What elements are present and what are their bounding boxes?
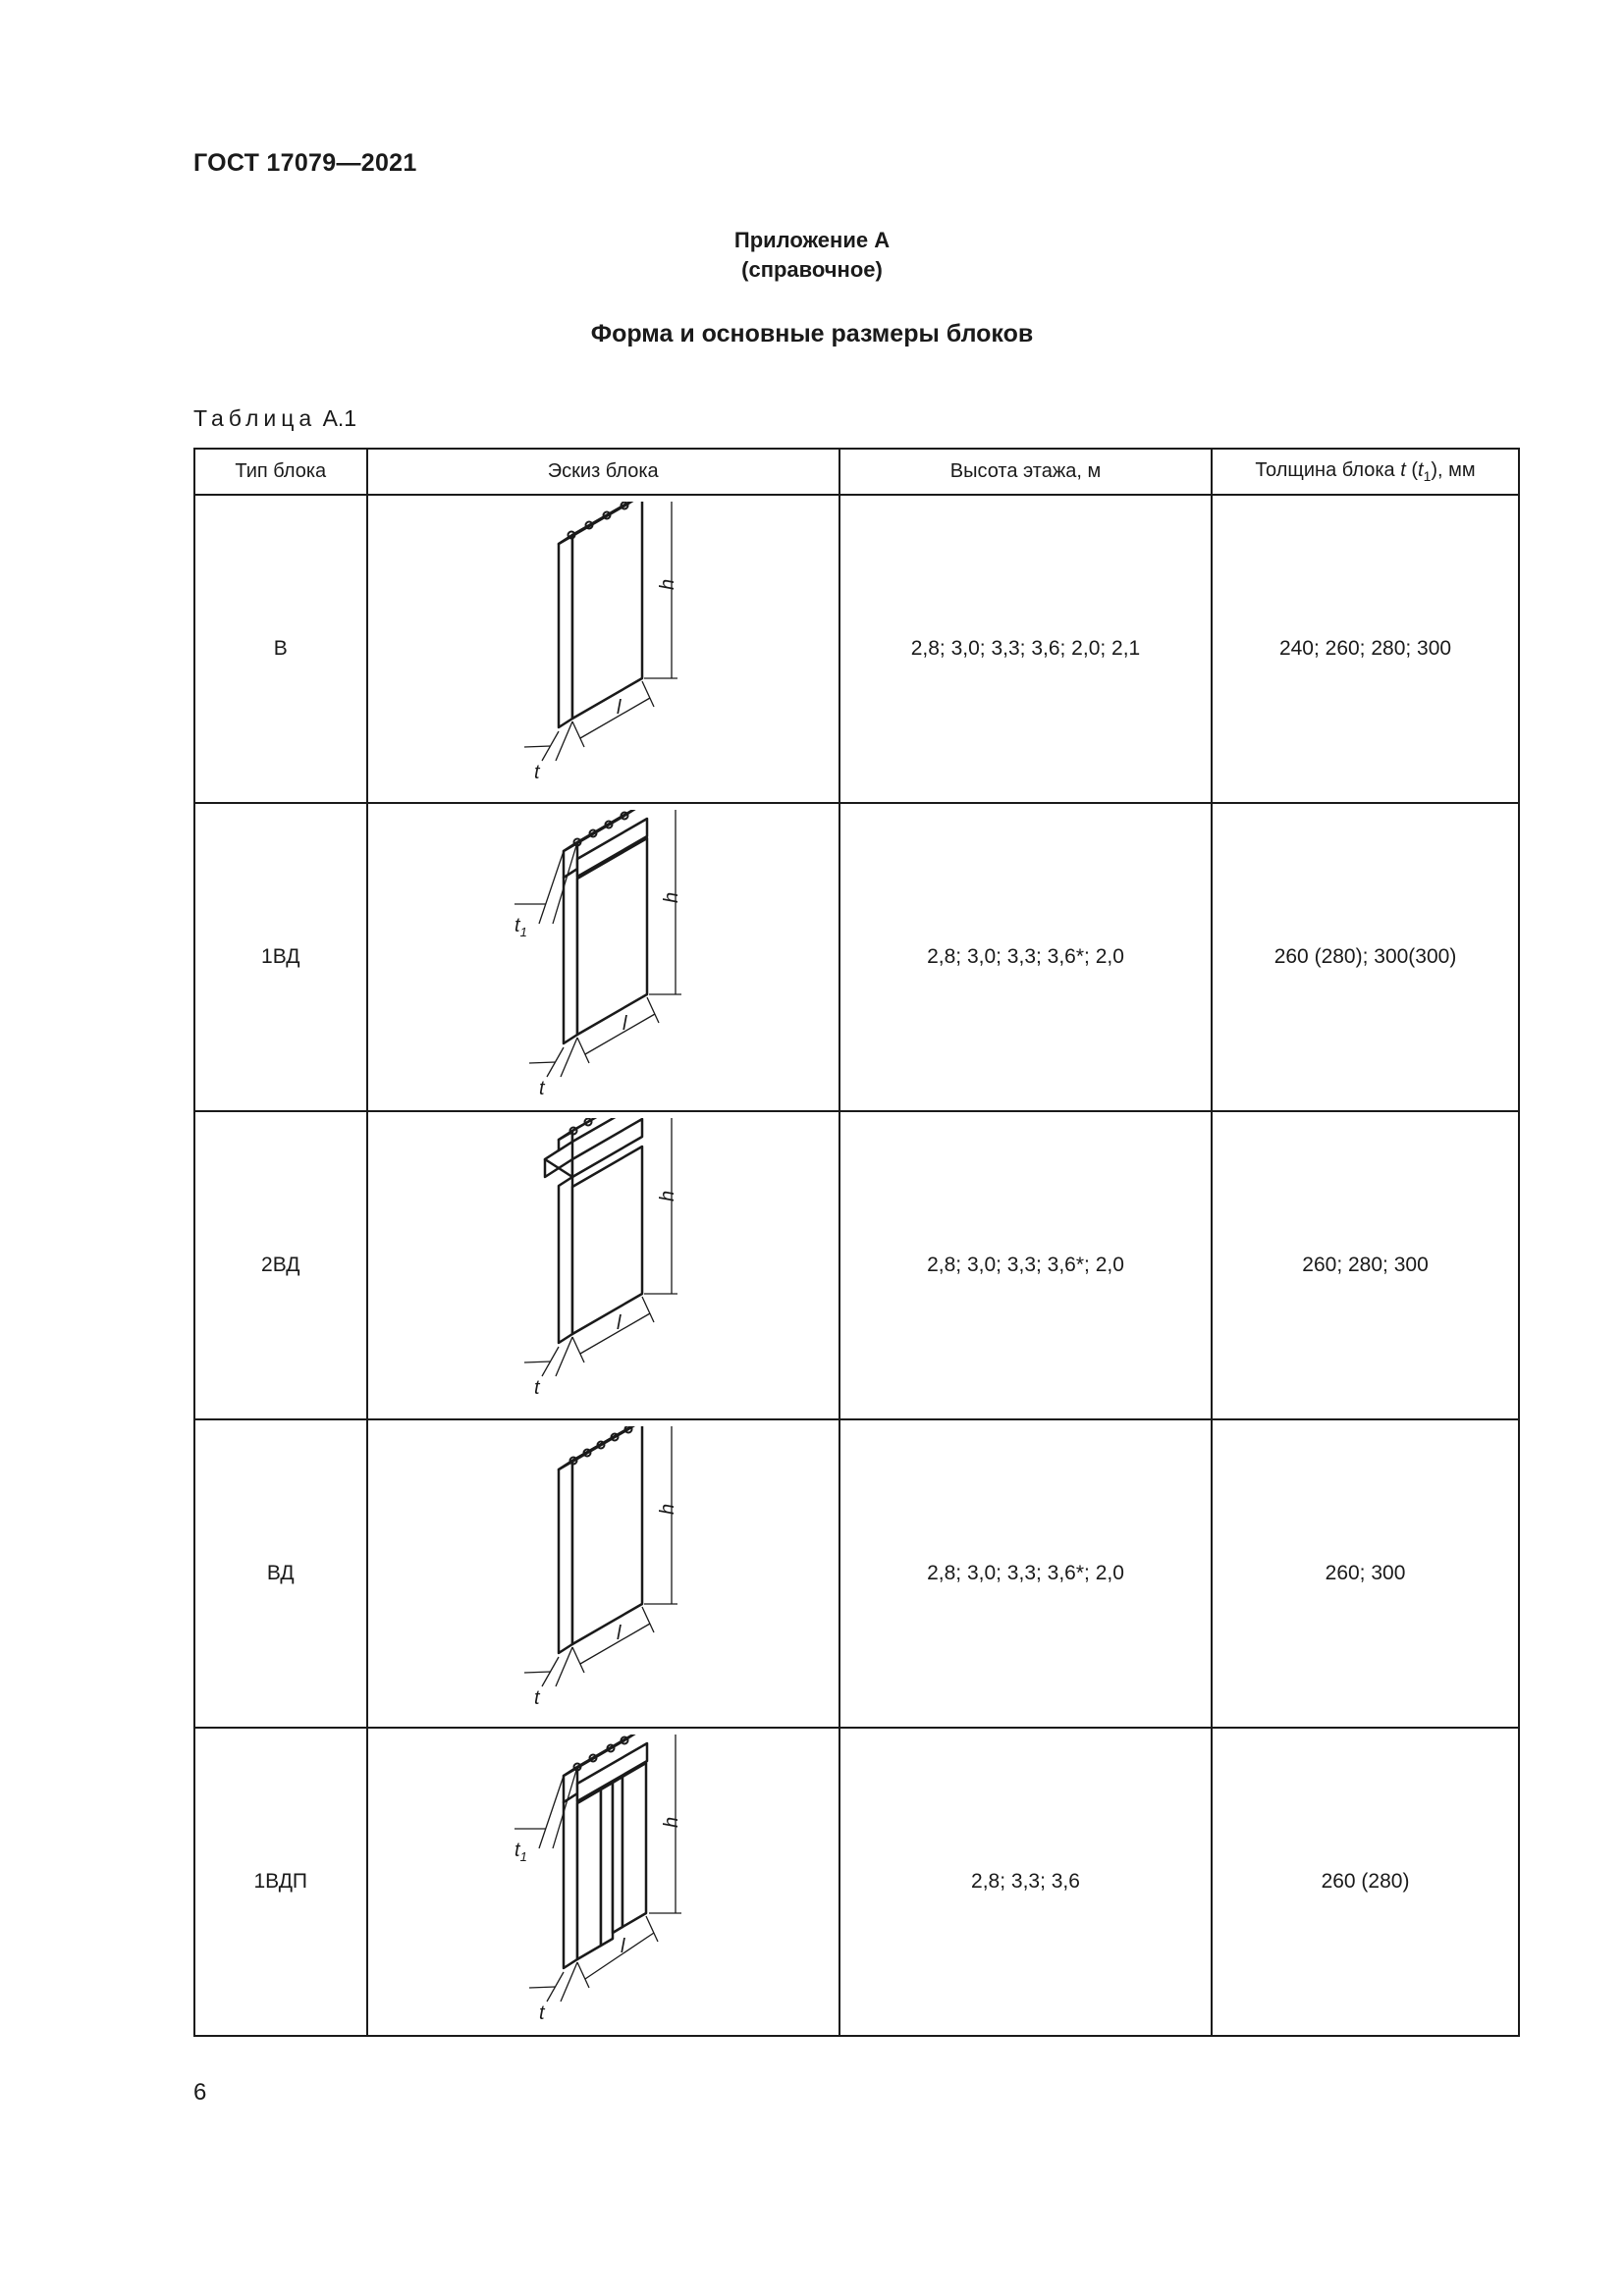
dim-h-label: h bbox=[661, 891, 683, 903]
dim-h-label: h bbox=[657, 1190, 679, 1201]
header-thickness: Толщина блока t $(t_1)$, мм bbox=[1212, 449, 1519, 495]
section-title: Форма и основные размеры блоков bbox=[590, 320, 1034, 347]
table-caption-word: Таблица bbox=[193, 405, 317, 431]
cell-heights: 2,8; 3,0; 3,3; 3,6; 2,0; 2,1 bbox=[839, 495, 1212, 803]
header-sketch: Эскиз блока bbox=[367, 449, 839, 495]
dim-l-label: l bbox=[617, 1623, 622, 1644]
dim-h-label: h bbox=[657, 1503, 679, 1515]
annex-heading bbox=[0, 226, 1624, 285]
cell-thickness: 240; 260; 280; 300 bbox=[1212, 495, 1519, 803]
table-caption bbox=[193, 405, 356, 432]
cell-sketch bbox=[367, 495, 839, 803]
dim-l-label: l bbox=[617, 1312, 622, 1334]
page-number: 6 bbox=[193, 2079, 207, 2106]
dim-t-label: t bbox=[534, 762, 540, 783]
cell-heights: 2,8; 3,0; 3,3; 3,6*; 2,0 bbox=[839, 1419, 1212, 1728]
dim-t-label: t bbox=[534, 1687, 540, 1709]
cell-type: 1ВДП bbox=[194, 1728, 367, 2036]
block-sketch-2vd bbox=[456, 1118, 750, 1413]
table-row bbox=[194, 1728, 1519, 2036]
dim-h-label: h bbox=[657, 578, 679, 590]
cell-thickness: 260 (280) bbox=[1212, 1728, 1519, 2036]
table-row bbox=[194, 1419, 1519, 1728]
cell-thickness: 260 (280); 300(300) bbox=[1212, 803, 1519, 1111]
dim-t1-label: $t_1$ bbox=[514, 1840, 528, 1864]
cell-sketch bbox=[367, 1728, 839, 2036]
cell-type: ВД bbox=[194, 1419, 367, 1728]
dim-l-label: l bbox=[623, 1013, 627, 1035]
block-sketch-1vdp bbox=[456, 1735, 750, 2029]
annex-type: (справочное) bbox=[741, 257, 883, 282]
dim-h-label: h bbox=[661, 1816, 683, 1828]
block-sketch-1vd bbox=[456, 810, 750, 1104]
cell-thickness: 260; 280; 300 bbox=[1212, 1111, 1519, 1419]
dim-l-label: l bbox=[621, 1936, 625, 1957]
table-caption-number: А.1 bbox=[322, 405, 357, 431]
dim-l-label: l bbox=[617, 697, 622, 719]
header-height: Высота этажа, м bbox=[839, 449, 1212, 495]
cell-heights: 2,8; 3,0; 3,3; 3,6*; 2,0 bbox=[839, 803, 1212, 1111]
table-row bbox=[194, 495, 1519, 803]
block-sketch-v bbox=[456, 502, 750, 796]
cell-sketch bbox=[367, 803, 839, 1111]
cell-heights: 2,8; 3,3; 3,6 bbox=[839, 1728, 1212, 2036]
cell-sketch bbox=[367, 1419, 839, 1728]
blocks-table bbox=[193, 448, 1520, 2037]
dim-t-label: t bbox=[534, 1377, 540, 1399]
cell-sketch bbox=[367, 1111, 839, 1419]
table-row bbox=[194, 803, 1519, 1111]
dim-t1-label: $t_1$ bbox=[514, 915, 528, 939]
dim-t-label: t bbox=[539, 1078, 545, 1099]
cell-type: 1ВД bbox=[194, 803, 367, 1111]
annex-label: Приложение А bbox=[733, 228, 891, 252]
cell-type: 2ВД bbox=[194, 1111, 367, 1419]
cell-type: В bbox=[194, 495, 367, 803]
header-type: Тип блока bbox=[194, 449, 367, 495]
block-sketch-vd bbox=[456, 1426, 750, 1721]
cell-heights: 2,8; 3,0; 3,3; 3,6*; 2,0 bbox=[839, 1111, 1212, 1419]
table-header-row bbox=[194, 449, 1519, 495]
cell-thickness: 260; 300 bbox=[1212, 1419, 1519, 1728]
table-row bbox=[194, 1111, 1519, 1419]
dim-t-label: t bbox=[539, 2002, 545, 2024]
document-header: ГОСТ 17079—2021 bbox=[193, 149, 417, 177]
